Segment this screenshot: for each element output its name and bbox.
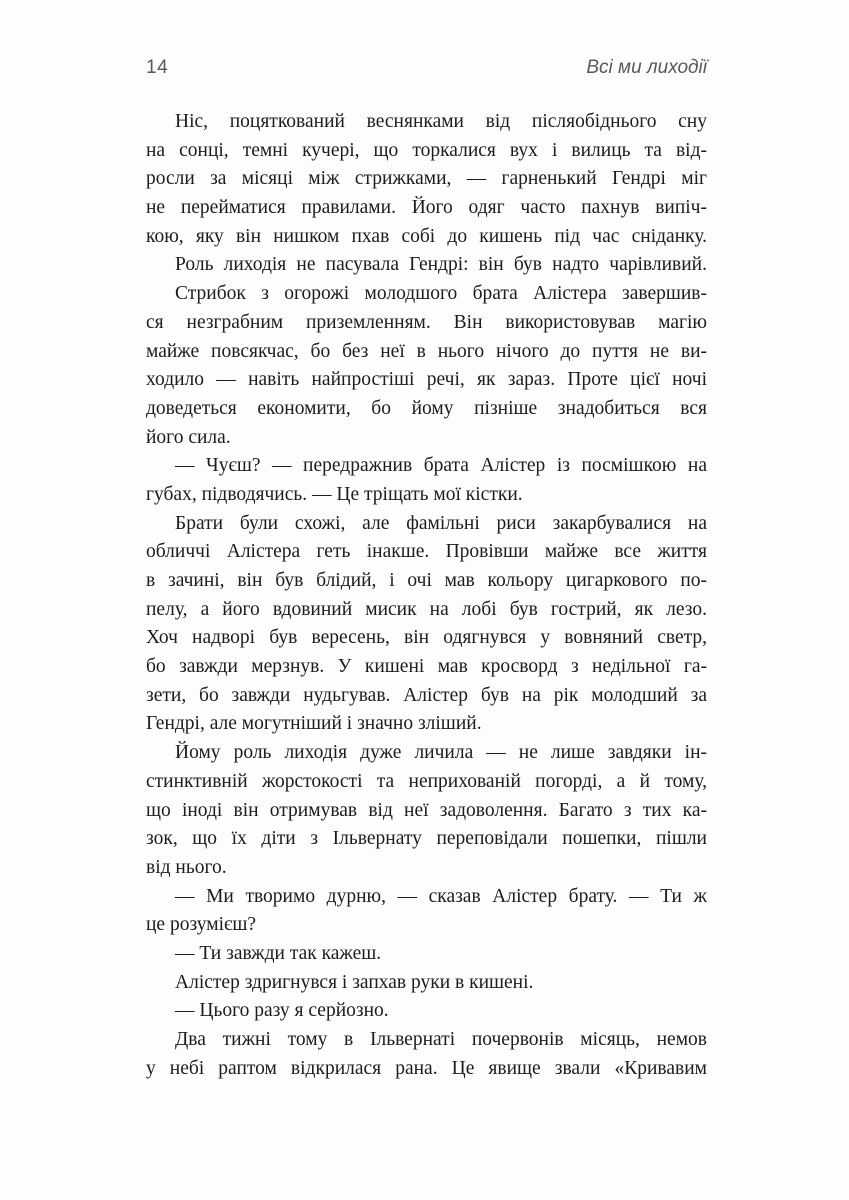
text-line: це розумієш?	[146, 914, 257, 936]
text-line: пелу, а його вдовиний мисик на лобі був гострий, як лезо.	[146, 598, 707, 620]
text-line: росли за місяці між стрижками, — гарненький Гендрі міг	[146, 168, 707, 190]
text-line: обличчі Алістера геть інакше. Провівши майже все життя	[146, 541, 707, 563]
text-line: — Ти завжди так кажеш.	[175, 942, 382, 964]
text-line: майже повсякчас, бо без неї в нього нічого до пуття не ви-	[146, 340, 707, 362]
text-line: Ніс, поцяткований веснянками від післяобіднього сну	[175, 111, 707, 132]
text-line: його сила.	[146, 426, 231, 448]
text-line: Хоч надворі був вересень, він одягнувся у вовняний светр,	[146, 627, 707, 649]
paragraph	[146, 452, 707, 509]
text-line: — Ми творимо дурню, — сказав Алістер брату. — Ти ж	[175, 885, 707, 907]
text-line: стинктивній жорстокості та неприхованій погорді, а й тому,	[146, 770, 707, 792]
page-header	[146, 57, 707, 79]
paragraph	[146, 280, 707, 452]
paragraph	[146, 1026, 707, 1083]
text-line: зок, що їх діти з Ільвернату переповідали пошепки, пішли	[146, 828, 707, 850]
text-line: Алістер здригнувся і запхав руки в кишені.	[175, 971, 534, 993]
text-line: — Чуєш? — передражнив брата Алістер із посмішкою на	[175, 455, 707, 477]
text-line: у небі раптом відкрилася рана. Це явище звали «Кривавим	[146, 1057, 707, 1079]
text-line: Два тижні тому в Ільвернаті почервонів місяць, немов	[175, 1029, 707, 1050]
paragraph	[146, 940, 707, 969]
text-line: губах, підводячись. — Це тріщать мої кістки.	[146, 483, 523, 505]
paragraph	[146, 251, 707, 280]
text-line: доведеться економити, бо йому пізніше знадобиться вся	[146, 397, 707, 419]
page-number: 14	[146, 57, 169, 78]
running-head-title: Всі ми лиходії	[586, 57, 707, 78]
text-line: ся незграбним приземленням. Він використовував магію	[146, 311, 707, 333]
paragraph	[146, 883, 707, 940]
text-line: не перейматися правилами. Його одяг часто пахнув випіч-	[146, 197, 707, 219]
paragraph	[146, 969, 707, 998]
text-line: від нього.	[146, 856, 227, 878]
text-line: Йому роль лиходія дуже личила — не лише завдяки ін-	[175, 742, 707, 764]
text-line: в зачині, він був блідий, і очі мав кольору цигаркового по-	[146, 570, 707, 591]
paragraph	[146, 510, 707, 740]
text-line: Брати були схожі, але фамільні риси закарбувалися на	[175, 512, 707, 534]
paragraph	[146, 739, 707, 882]
text-line: на сонці, темні кучері, що торкалися вух і вилиць та від-	[146, 139, 707, 161]
paragraph	[146, 108, 707, 251]
text-line: що іноді він отримував від неї задоволення. Багато з тих ка-	[146, 799, 707, 821]
text-line: зети, бо завжди нудьгував. Алістер був на рік молодший за	[146, 684, 707, 706]
body-text	[146, 108, 707, 1083]
text-line: Гендрі, але могутніший і значно зліший.	[146, 713, 482, 735]
paragraph	[146, 997, 707, 1026]
text-line: бо завжди мерзнув. У кишені мав кросворд з недільної га-	[146, 656, 707, 678]
text-line: ходило — навіть найпростіші речі, як зараз. Проте цієї ночі	[146, 369, 707, 391]
text-line: Стрибок з огорожі молодшого брата Алістера завершив-	[175, 283, 707, 305]
text-line: Роль лиходія не пасувала Гендрі: він був надто чарівливий.	[175, 254, 707, 276]
text-line: кою, яку він нишком пхав собі до кишень під час сніданку.	[146, 225, 707, 247]
text-line: — Цього разу я серйозно.	[175, 1000, 389, 1022]
